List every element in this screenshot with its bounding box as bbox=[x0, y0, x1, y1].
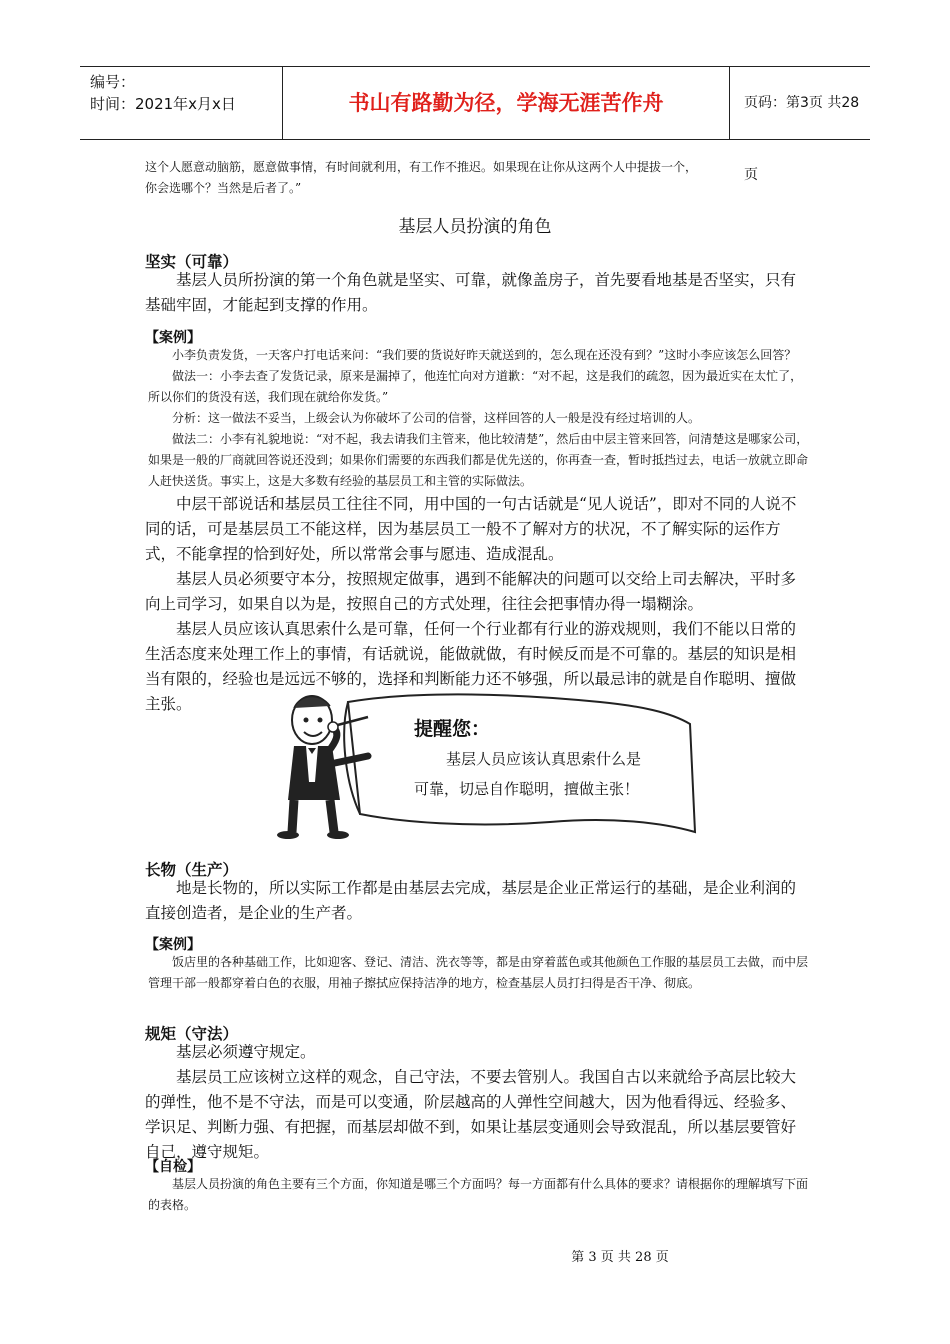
section-title: 基层人员扮演的角色 bbox=[398, 217, 552, 237]
self-check bbox=[148, 1174, 810, 1216]
header-page-label: 页码：第3页 共28页 bbox=[744, 95, 860, 183]
case-1-p3: 分析：这一做法不妥当，上级会认为你破坏了公司的信誉，这样回答的人一般是没有经过培训的人。 bbox=[172, 411, 701, 425]
paragraph-rules-2: 基层员工应该树立这样的观念，自己守法，不要去管别人。我国自古以来就给予高层比较大的弹性，他不是不守法，而是可以变通，阶层越高的人弹性空间越大，因为他看得远、经验多、学识足、判断力强、有把握，而基层却做不到，如果让基层变通则会导致混乱，所以基层要管好自己，遵守规矩。 bbox=[145, 1068, 797, 1161]
date-label: 时间：2021年x月x日 bbox=[90, 95, 236, 113]
paragraph-solid-2: 中层干部说话和基层员工往往不同，用中国的一句古话就是“见人说话”，即对不同的人说不同的话，可是基层员工不能这样，因为基层员工一般不了解对方的状况，不了解实际的运作方式，不能拿捏的恰到好处，所以常常会事与愿违、造成混乱。 bbox=[145, 495, 797, 563]
reminder-title: 提醒您： bbox=[414, 718, 491, 740]
case-2 bbox=[148, 952, 810, 994]
paragraph-solid-4: 基层人员应该认真思索什么是可靠，任何一个行业都有行业的游戏规则，我们不能以日常的生活态度来处理工作上的事情，有话就说，能做就做，有时候反而是不可靠的。基层的知识是相当有限的，经验也是远远不够的，选择和判断能力还不够强，所以最忌讳的就是自作聪明、擅做主张。 bbox=[145, 620, 797, 713]
paragraph-solid-3: 基层人员必须要守本分，按照规定做事，遇到不能解决的问题可以交给上司去解决，平时多向上司学习，如果自以为是，按照自己的方式处理，往往会把事情办得一塌糊涂。 bbox=[145, 570, 797, 613]
reminder-line-1: 基层人员应该认真思索什么是 bbox=[446, 750, 642, 768]
heading-rules: 规矩（守法） bbox=[145, 1025, 239, 1043]
case-1 bbox=[148, 345, 810, 492]
reminder-line-2: 可靠，切忌自作聪明，擅做主张！ bbox=[414, 780, 640, 798]
heading-solid: 坚实（可靠） bbox=[145, 253, 239, 271]
case-1-p4: 做法二：小李有礼貌地说：“对不起，我去请我们主管来，他比较清楚”，然后由中层主管来回答，问清楚这是哪家公司，如果是一般的厂商就回答说还没到；如果你们需要的东西我们都是优先送的，你再查一查，暂时抵挡过去，电话一放就立即命人赶快送货。事实上，这是大多数有经验的基层员工和主管的实际做法。 bbox=[148, 432, 809, 488]
rules-body bbox=[145, 1040, 810, 1165]
intro-line-2: 你会选哪个？当然是后者了。” bbox=[145, 181, 302, 195]
self-check-p1: 基层人员扮演的角色主要有三个方面，你知道是哪三个方面吗？每一方面都有什么具体的要求？请根据你的理解填写下面的表格。 bbox=[148, 1177, 809, 1212]
paragraph-rules-1: 基层必须遵守规定。 bbox=[176, 1043, 316, 1061]
case-1-p2: 做法一：小李去查了发货记录，原来是漏掉了，他连忙向对方道歉：“对不起，这是我们的疏忽，因为最近实在太忙了，所以你们的货没有送，我们现在就给你发货。” bbox=[148, 369, 803, 404]
page-footer: 第 3 页 共 28 页 bbox=[571, 1250, 669, 1265]
intro-line-1: 这个人愿意动脑筋，愿意做事情，有时间就利用，有工作不推迟。如果现在让你从这两个人中提拔一个， bbox=[145, 160, 698, 174]
self-check-label: 【自检】 bbox=[145, 1159, 201, 1175]
case-1-p1: 小李负责发货，一天客户打电话来问：“我们要的货说好昨天就送到的，怎么现在还没有到？”这时小李应该怎么回答？ bbox=[172, 348, 797, 362]
case-label-2: 【案例】 bbox=[145, 937, 201, 953]
header-meta bbox=[80, 67, 282, 139]
reminder-illustration bbox=[270, 672, 700, 840]
header-motto: 书山有路勤为径，学海无涯苦作舟 bbox=[282, 67, 730, 139]
paragraph-growth: 地是长物的，所以实际工作都是由基层去完成，基层是企业正常运行的基础，是企业利润的直接创造者，是企业的生产者。 bbox=[145, 879, 797, 922]
intro-text bbox=[145, 157, 810, 199]
case-2-p1: 饭店里的各种基础工作，比如迎客、登记、清洁、洗衣等等，都是由穿着蓝色或其他颜色工作服的基层员工去做，而中层管理干部一般都穿着白色的衣服，用袖子擦拭应保持洁净的地方，检查基层人员打扫得是否干净、彻底。 bbox=[148, 955, 809, 990]
heading-growth: 长物（生产） bbox=[145, 861, 239, 879]
paragraph-solid: 基层人员所扮演的第一个角色就是坚实、可靠，就像盖房子，首先要看地基是否坚实，只有基础牢固，才能起到支撑的作用。 bbox=[145, 271, 797, 314]
case-label-1: 【案例】 bbox=[145, 330, 201, 346]
code-label: 编号： bbox=[90, 73, 136, 91]
